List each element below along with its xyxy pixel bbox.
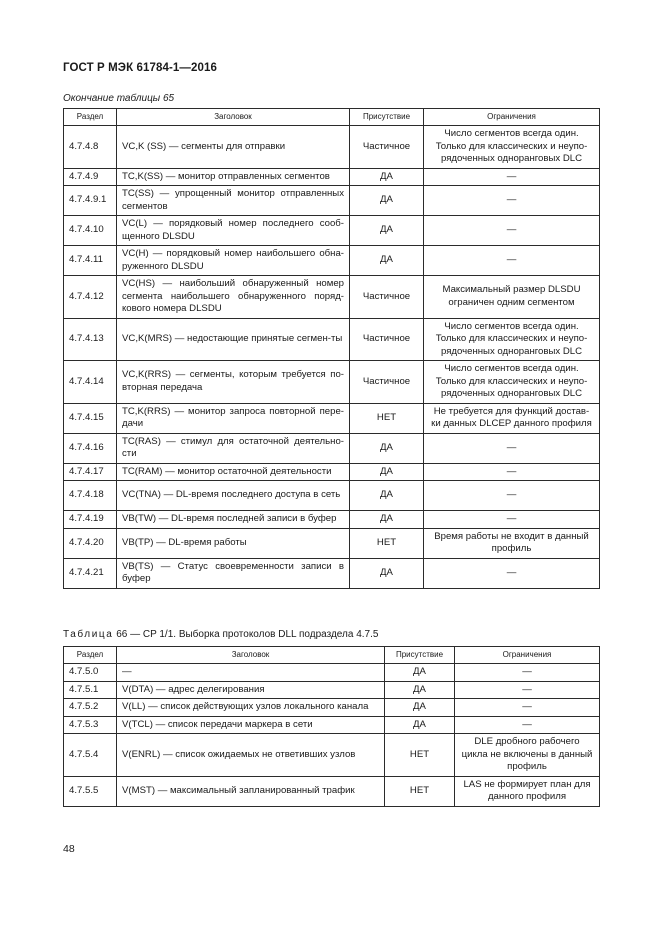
cell-limits: Число сегментов всегда один. Только для классических и неупо-рядоченных одноранговых DLC: [424, 361, 600, 404]
cell-presence: ДА: [350, 168, 424, 186]
cell-section: 4.7.4.16: [64, 433, 117, 463]
cell-limits: Число сегментов всегда один. Только для классических и неупо-рядоченных одноранговых DLC: [424, 126, 600, 169]
table-row: [64, 276, 600, 319]
cell-presence: ДА: [350, 246, 424, 276]
cell-presence: Частичное: [350, 318, 424, 361]
cell-limits: —: [424, 558, 600, 588]
cell-title: V(LL) — список действующих узлов локального канала: [117, 699, 385, 717]
table-65: [63, 108, 600, 589]
cell-presence: ДА: [350, 186, 424, 216]
cell-section: 4.7.5.5: [64, 776, 117, 806]
cell-presence: Частичное: [350, 361, 424, 404]
cell-presence: ДА: [385, 681, 455, 699]
cell-limits: Время работы не входит в данный профиль: [424, 528, 600, 558]
table-row: [64, 699, 600, 717]
cell-title: VC(HS) — наибольший обнаруженный номер сегмента наибольшего обнаруженного поряд-кового номера DLSDU: [117, 276, 350, 319]
table-row: [64, 168, 600, 186]
cell-section: 4.7.4.15: [64, 403, 117, 433]
cell-limits: —: [424, 511, 600, 529]
cell-limits: —: [424, 463, 600, 481]
cell-section: 4.7.5.0: [64, 664, 117, 682]
cell-section: 4.7.4.17: [64, 463, 117, 481]
cell-presence: ДА: [350, 433, 424, 463]
column-header-section: Раздел: [64, 647, 117, 664]
cell-section: 4.7.4.10: [64, 216, 117, 246]
table-row: [64, 528, 600, 558]
cell-presence: ДА: [350, 216, 424, 246]
table-row: [64, 433, 600, 463]
cell-presence: ДА: [385, 664, 455, 682]
cell-title: TC(RAM) — монитор остаточной деятельности: [117, 463, 350, 481]
column-header-title: Заголовок: [117, 647, 385, 664]
cell-presence: ДА: [385, 716, 455, 734]
table-row: [64, 511, 600, 529]
cell-limits: —: [455, 681, 600, 699]
cell-title: VC,K (SS) — сегменты для отправки: [117, 126, 350, 169]
cell-section: 4.7.5.3: [64, 716, 117, 734]
cell-limits: Не требуется для функций достав-ки данных DLCEP данного профиля: [424, 403, 600, 433]
column-header-limits: Ограничения: [424, 109, 600, 126]
cell-presence: НЕТ: [385, 734, 455, 777]
cell-limits: —: [455, 664, 600, 682]
cell-title: TC(SS) — упрощенный монитор отправленных сегментов: [117, 186, 350, 216]
cell-section: 4.7.4.9: [64, 168, 117, 186]
cell-section: 4.7.4.13: [64, 318, 117, 361]
cell-section: 4.7.4.21: [64, 558, 117, 588]
table-header-row: [64, 647, 600, 664]
cell-presence: ДА: [350, 511, 424, 529]
table-row: [64, 776, 600, 806]
cell-limits: LAS не формирует план для данного профиля: [455, 776, 600, 806]
document-header: ГОСТ Р МЭК 61784-1—2016: [63, 62, 217, 74]
cell-title: VC(TNA) — DL-время последнего доступа в сеть: [117, 481, 350, 511]
cell-title: V(TCL) — список передачи маркера в сети: [117, 716, 385, 734]
cell-section: 4.7.4.18: [64, 481, 117, 511]
cell-limits: Максимальный размер DLSDU ограничен одним сегментом: [424, 276, 600, 319]
cell-section: 4.7.4.9.1: [64, 186, 117, 216]
cell-section: 4.7.4.14: [64, 361, 117, 404]
cell-presence: НЕТ: [350, 528, 424, 558]
cell-limits: —: [424, 216, 600, 246]
cell-title: VC(H) — порядковый номер наибольшего обна-руженного DLSDU: [117, 246, 350, 276]
column-header-limits: Ограничения: [455, 647, 600, 664]
table-row: [64, 664, 600, 682]
cell-limits: —: [424, 481, 600, 511]
table-row: [64, 403, 600, 433]
table-row: [64, 681, 600, 699]
cell-presence: Частичное: [350, 276, 424, 319]
cell-title: VB(TW) — DL-время последней записи в буфер: [117, 511, 350, 529]
column-header-title: Заголовок: [117, 109, 350, 126]
cell-presence: НЕТ: [385, 776, 455, 806]
cell-title: V(MST) — максимальный запланированный трафик: [117, 776, 385, 806]
cell-presence: Частичное: [350, 126, 424, 169]
cell-section: 4.7.5.4: [64, 734, 117, 777]
cell-presence: НЕТ: [350, 403, 424, 433]
cell-title: VC,K(MRS) — недостающие принятые сегмен-ты: [117, 318, 350, 361]
cell-title: VB(TS) — Статус своевременности записи в буфер: [117, 558, 350, 588]
cell-presence: ДА: [350, 558, 424, 588]
table-header-row: [64, 109, 600, 126]
cell-presence: ДА: [350, 481, 424, 511]
cell-limits: —: [424, 168, 600, 186]
cell-section: 4.7.4.11: [64, 246, 117, 276]
cell-title: TC(RAS) — стимул для остаточной деятельно-сти: [117, 433, 350, 463]
cell-limits: —: [455, 716, 600, 734]
cell-limits: DLE дробного рабочего цикла не включены в данный профиль: [455, 734, 600, 777]
cell-limits: —: [424, 186, 600, 216]
cell-title: TC,K(SS) — монитор отправленных сегментов: [117, 168, 350, 186]
table-row: [64, 734, 600, 777]
table-66: [63, 646, 600, 807]
cell-title: TC,K(RRS) — монитор запроса повторной пере-дачи: [117, 403, 350, 433]
cell-limits: —: [424, 246, 600, 276]
column-header-presence: Присутствие: [385, 647, 455, 664]
cell-title: VC(L) — порядковый номер последнего сооб-щенного DLSDU: [117, 216, 350, 246]
cell-title: V(ENRL) — список ожидаемых не ответивших узлов: [117, 734, 385, 777]
table-66-caption-text: 66 — CP 1/1. Выборка протоколов DLL подраздела 4.7.5: [113, 629, 379, 640]
table-66-caption-label: Таблица: [63, 629, 114, 640]
cell-limits: —: [455, 699, 600, 717]
cell-limits: —: [424, 433, 600, 463]
table-row: [64, 216, 600, 246]
column-header-presence: Присутствие: [350, 109, 424, 126]
cell-section: 4.7.4.19: [64, 511, 117, 529]
cell-section: 4.7.5.2: [64, 699, 117, 717]
cell-title: VB(TP) — DL-время работы: [117, 528, 350, 558]
table-65-caption: Окончание таблицы 65: [63, 93, 175, 104]
cell-section: 4.7.4.8: [64, 126, 117, 169]
cell-title: —: [117, 664, 385, 682]
page-number: 48: [63, 843, 75, 855]
cell-section: 4.7.5.1: [64, 681, 117, 699]
table-row: [64, 361, 600, 404]
cell-presence: ДА: [385, 699, 455, 717]
table-row: [64, 481, 600, 511]
table-66-caption: [63, 629, 378, 640]
table-row: [64, 318, 600, 361]
column-header-section: Раздел: [64, 109, 117, 126]
cell-limits: Число сегментов всегда один. Только для классических и неупо-рядоченных одноранговых DLC: [424, 318, 600, 361]
table-row: [64, 126, 600, 169]
cell-section: 4.7.4.12: [64, 276, 117, 319]
cell-title: VC,K(RRS) — сегменты, которым требуется по-вторная передача: [117, 361, 350, 404]
cell-title: V(DTA) — адрес делегирования: [117, 681, 385, 699]
table-row: [64, 716, 600, 734]
table-row: [64, 246, 600, 276]
cell-section: 4.7.4.20: [64, 528, 117, 558]
table-row: [64, 463, 600, 481]
table-row: [64, 186, 600, 216]
cell-presence: ДА: [350, 463, 424, 481]
table-row: [64, 558, 600, 588]
